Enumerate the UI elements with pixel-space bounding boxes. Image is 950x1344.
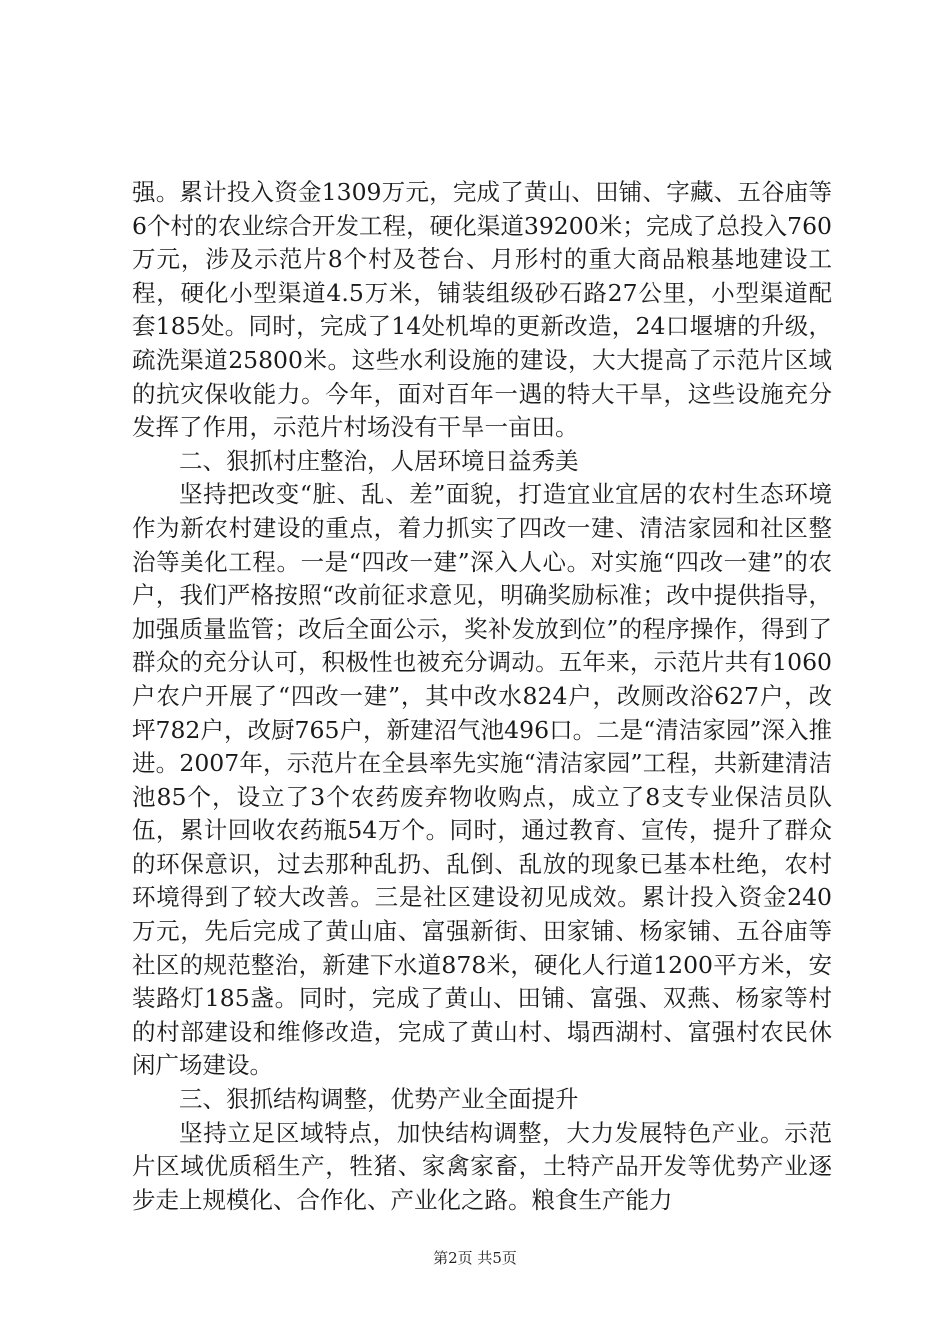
section-heading-2: 二、狠抓村庄整治，人居环境日益秀美: [179, 446, 579, 475]
document-body: [132, 176, 832, 1217]
page-number-footer: 第2页 共5页: [433, 1249, 517, 1267]
paragraph-3: 坚持把改变“脏、乱、差”面貌，打造宜业宜居的农村生态环境作为新农村建设的重点，着力抓实了四改一建、清洁家园和社区整治等美化工程。一是“四改一建”深入人心。对实施“四改一建”的农户，我们严格按照“改前征求意见，明确奖励标准；改中提供指导，加强质量监管；改后全面公示，奖补发放到位”的程序操作，得到了群众的充分认可，积极性也被充分调动。五年来，示范片共有1060户农户开展了“四改一建”，其中改水824户，改厕改浴627户，改坪782户，改厨765户，新建沼气池496口。二是“清洁家园”深入推进。2007年，示范片在全县率先实施“清洁家园”工程，共新建清洁池85个，设立了3个农药废弃物收购点，成立了8支专业保洁员队伍，累计回收农药瓶54万个。同时，通过教育、宣传，提升了群众的环保意识，过去那种乱扔、乱倒、乱放的现象已基本杜绝，农村环境得到了较大改善。三是社区建设初见成效。累计投入资金240万元，先后完成了黄山庙、富强新街、田家铺、杨家铺、五谷庙等社区的规范整治，新建下水道878米，硬化人行道1200平方米，安装路灯185盏。同时，完成了黄山、田铺、富强、双燕、杨家等村的村部建设和维修改造，完成了黄山村、塌西湖村、富强村农民休闲广场建设。: [132, 480, 832, 1080]
section-heading-3: 三、狠抓结构调整，优势产业全面提升: [179, 1085, 579, 1114]
paragraph-5: 坚持立足区域特点，加快结构调整，大力发展特色产业。示范片区域优质稻生产，牲猪、家禽家畜，土特产品开发等优势产业逐步走上规模化、合作化、产业化之路。粮食生产能力: [132, 1118, 832, 1214]
paragraph-1: 强。累计投入资金1309万元，完成了黄山、田铺、字藏、五谷庙等6个村的农业综合开发工程，硬化渠道39200米；完成了总投入760万元，涉及示范片8个村及苍台、月形村的重大商品粮基地建设工程，硬化小型渠道4.5万米，铺装组级砂石路27公里，小型渠道配套185处。同时，完成了14处机埠的更新改造，24口堰塘的升级，疏洗渠道25800米。这些水利设施的建设，大大提高了示范片区域的抗灾保收能力。今年，面对百年一遇的特大干旱，这些设施充分发挥了作用，示范片村场没有干旱一亩田。: [132, 178, 832, 442]
